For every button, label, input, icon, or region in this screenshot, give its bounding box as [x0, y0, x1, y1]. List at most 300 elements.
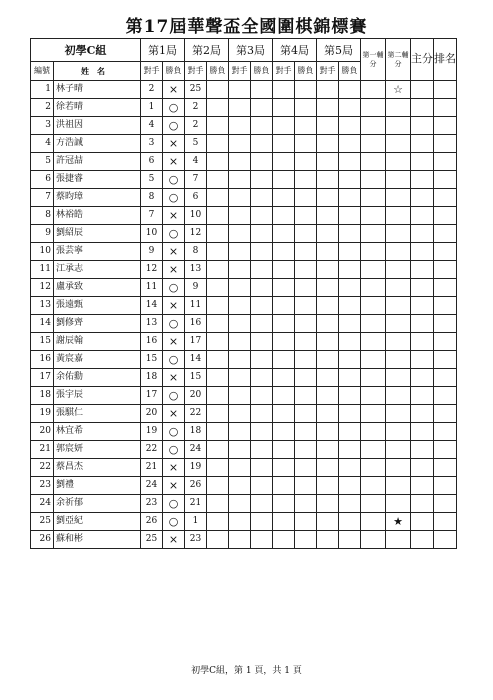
header-row-rounds — [31, 39, 457, 62]
round-2-opponent: 8 — [185, 243, 207, 261]
rank-cell — [434, 99, 457, 117]
tiebreak-2-cell — [386, 333, 411, 351]
round-2-opponent: 7 — [185, 171, 207, 189]
round-4-opponent — [273, 441, 295, 459]
total-score-cell — [411, 423, 434, 441]
round-4-opponent — [273, 225, 295, 243]
table-row — [31, 315, 457, 333]
round-1-result: × — [163, 297, 185, 315]
round-2-opponent: 25 — [185, 81, 207, 99]
tiebreak-1-cell — [361, 135, 386, 153]
round-3-result — [251, 261, 273, 279]
tiebreak-1-cell — [361, 117, 386, 135]
round-4-result — [295, 351, 317, 369]
round-5-result — [339, 477, 361, 495]
player-number: 24 — [31, 495, 54, 513]
round-2-result — [207, 261, 229, 279]
tiebreak-1-cell — [361, 423, 386, 441]
tiebreak-1-cell — [361, 387, 386, 405]
round-3-opponent — [229, 261, 251, 279]
table-row — [31, 423, 457, 441]
round-1-result: × — [163, 243, 185, 261]
round-1-opponent: 20 — [141, 405, 163, 423]
round-5-result — [339, 81, 361, 99]
round-1-result: ○ — [163, 171, 185, 189]
round-3-opponent — [229, 495, 251, 513]
player-number: 14 — [31, 315, 54, 333]
round-1-result: ○ — [163, 279, 185, 297]
player-number: 20 — [31, 423, 54, 441]
table-row — [31, 135, 457, 153]
tiebreak-1-cell — [361, 99, 386, 117]
round-2-result — [207, 81, 229, 99]
round-3-result — [251, 423, 273, 441]
round-5-opponent — [317, 441, 339, 459]
total-score-cell — [411, 297, 434, 315]
tiebreak-2-cell — [386, 135, 411, 153]
page-title: 第17屆華聲盃全國圍棋錦標賽 — [125, 17, 368, 37]
player-name: 張騏仁 — [54, 405, 141, 423]
round-2-opponent: 2 — [185, 117, 207, 135]
round-1-opponent: 25 — [141, 531, 163, 549]
round-1-result: ○ — [163, 315, 185, 333]
round-4-result — [295, 81, 317, 99]
round-1-opponent: 24 — [141, 477, 163, 495]
round-4-opponent — [273, 81, 295, 99]
tiebreak-1-cell — [361, 441, 386, 459]
round-4-result — [295, 423, 317, 441]
tiebreak-2-cell — [386, 387, 411, 405]
table-row — [31, 495, 457, 513]
player-name: 郭宸妍 — [54, 441, 141, 459]
round-4-result — [295, 441, 317, 459]
round-4-result — [295, 297, 317, 315]
result-header: 勝負 — [295, 62, 317, 81]
total-score-cell — [411, 369, 434, 387]
total-score-cell — [411, 405, 434, 423]
player-number: 13 — [31, 297, 54, 315]
round-1-result: ○ — [163, 189, 185, 207]
round-1-opponent: 21 — [141, 459, 163, 477]
round-3-opponent — [229, 153, 251, 171]
round-2-result — [207, 243, 229, 261]
round-2-opponent: 15 — [185, 369, 207, 387]
round-3-result — [251, 207, 273, 225]
round-3-result — [251, 387, 273, 405]
player-number: 18 — [31, 387, 54, 405]
round-4-result — [295, 117, 317, 135]
round-3-opponent — [229, 423, 251, 441]
tiebreak-1-cell — [361, 315, 386, 333]
round-3-opponent — [229, 405, 251, 423]
opponent-header: 對手 — [141, 62, 163, 81]
total-score-cell — [411, 81, 434, 99]
player-name: 徐若晴 — [54, 99, 141, 117]
round-1-opponent: 8 — [141, 189, 163, 207]
round-3-opponent — [229, 351, 251, 369]
round-5-opponent — [317, 351, 339, 369]
round-5-opponent — [317, 153, 339, 171]
round-3-result — [251, 333, 273, 351]
table-row — [31, 441, 457, 459]
round-4-opponent — [273, 189, 295, 207]
round-3-opponent — [229, 207, 251, 225]
total-score-cell — [411, 531, 434, 549]
round-5-opponent — [317, 531, 339, 549]
round-4-opponent — [273, 261, 295, 279]
tiebreak-2-cell — [386, 351, 411, 369]
player-number: 7 — [31, 189, 54, 207]
tiebreak-2-cell — [386, 171, 411, 189]
round-1-result: × — [163, 333, 185, 351]
tiebreak-1-cell — [361, 189, 386, 207]
round-5-opponent — [317, 315, 339, 333]
round-3-opponent — [229, 315, 251, 333]
table-row — [31, 81, 457, 99]
tiebreak-2-cell: ★ — [386, 513, 411, 531]
round-3-header: 第3局 — [229, 39, 273, 62]
player-number: 3 — [31, 117, 54, 135]
round-2-opponent: 26 — [185, 477, 207, 495]
tiebreak-2-cell — [386, 495, 411, 513]
rank-cell — [434, 207, 457, 225]
result-header: 勝負 — [251, 62, 273, 81]
round-3-opponent — [229, 117, 251, 135]
tiebreak-2-cell — [386, 279, 411, 297]
tiebreak-1-cell — [361, 405, 386, 423]
total-score-cell — [411, 387, 434, 405]
tiebreak-2-cell — [386, 405, 411, 423]
round-3-result — [251, 459, 273, 477]
round-1-opponent: 5 — [141, 171, 163, 189]
round-2-opponent: 10 — [185, 207, 207, 225]
total-score-cell — [411, 333, 434, 351]
round-2-result — [207, 189, 229, 207]
round-1-opponent: 10 — [141, 225, 163, 243]
tiebreak-1-header: 第一輔分 — [361, 39, 386, 81]
result-header: 勝負 — [163, 62, 185, 81]
player-name: 蘇和彬 — [54, 531, 141, 549]
round-4-opponent — [273, 513, 295, 531]
round-2-opponent: 19 — [185, 459, 207, 477]
total-score-cell — [411, 135, 434, 153]
tiebreak-1-cell — [361, 225, 386, 243]
rank-cell — [434, 279, 457, 297]
round-5-opponent — [317, 81, 339, 99]
round-3-result — [251, 153, 273, 171]
tiebreak-2-cell — [386, 189, 411, 207]
round-2-result — [207, 117, 229, 135]
rank-header: 排名 — [434, 39, 457, 81]
player-name: 江承志 — [54, 261, 141, 279]
round-5-result — [339, 531, 361, 549]
round-3-opponent — [229, 333, 251, 351]
round-2-result — [207, 171, 229, 189]
round-4-result — [295, 315, 317, 333]
round-2-result — [207, 297, 229, 315]
round-1-result: × — [163, 405, 185, 423]
table-row — [31, 459, 457, 477]
round-3-result — [251, 315, 273, 333]
rank-cell — [434, 423, 457, 441]
round-2-result — [207, 423, 229, 441]
round-1-opponent: 26 — [141, 513, 163, 531]
table-row — [31, 297, 457, 315]
round-1-result: ○ — [163, 513, 185, 531]
table-row — [31, 333, 457, 351]
player-number: 15 — [31, 333, 54, 351]
round-3-opponent — [229, 441, 251, 459]
player-number: 22 — [31, 459, 54, 477]
round-3-result — [251, 279, 273, 297]
round-5-result — [339, 279, 361, 297]
round-5-result — [339, 261, 361, 279]
player-name: 林子晴 — [54, 81, 141, 99]
rank-cell — [434, 135, 457, 153]
round-2-result — [207, 405, 229, 423]
tiebreak-1-cell — [361, 351, 386, 369]
table-row — [31, 387, 457, 405]
round-4-result — [295, 369, 317, 387]
round-5-opponent — [317, 477, 339, 495]
tiebreak-1-cell — [361, 477, 386, 495]
round-2-result — [207, 207, 229, 225]
round-1-result: ○ — [163, 351, 185, 369]
table-row — [31, 279, 457, 297]
opponent-header: 對手 — [317, 62, 339, 81]
round-5-result — [339, 405, 361, 423]
player-name: 張遠甄 — [54, 297, 141, 315]
round-4-opponent — [273, 351, 295, 369]
round-3-result — [251, 441, 273, 459]
tiebreak-1-cell — [361, 261, 386, 279]
round-3-opponent — [229, 243, 251, 261]
round-4-result — [295, 513, 317, 531]
round-3-opponent — [229, 225, 251, 243]
round-5-result — [339, 135, 361, 153]
round-3-result — [251, 189, 273, 207]
round-2-opponent: 20 — [185, 387, 207, 405]
round-4-result — [295, 189, 317, 207]
round-4-result — [295, 153, 317, 171]
round-2-result — [207, 387, 229, 405]
rank-cell — [434, 243, 457, 261]
round-4-opponent — [273, 495, 295, 513]
total-score-cell — [411, 351, 434, 369]
table-row — [31, 207, 457, 225]
tiebreak-1-cell — [361, 81, 386, 99]
round-1-result: × — [163, 261, 185, 279]
table-row — [31, 369, 457, 387]
player-name: 方浩誠 — [54, 135, 141, 153]
round-4-result — [295, 279, 317, 297]
tiebreak-1-cell — [361, 297, 386, 315]
round-2-result — [207, 495, 229, 513]
round-5-result — [339, 243, 361, 261]
round-4-opponent — [273, 135, 295, 153]
table-row — [31, 405, 457, 423]
round-3-opponent — [229, 171, 251, 189]
tiebreak-2-cell — [386, 261, 411, 279]
group-name: 初學C組 — [31, 39, 141, 62]
round-1-result: ○ — [163, 387, 185, 405]
table-row — [31, 351, 457, 369]
round-2-opponent: 1 — [185, 513, 207, 531]
round-3-result — [251, 369, 273, 387]
round-3-result — [251, 225, 273, 243]
rank-cell — [434, 81, 457, 99]
rank-cell — [434, 153, 457, 171]
tiebreak-1-cell — [361, 333, 386, 351]
round-1-opponent: 4 — [141, 117, 163, 135]
round-3-result — [251, 513, 273, 531]
tiebreak-2-cell — [386, 117, 411, 135]
tiebreak-1-cell — [361, 207, 386, 225]
round-3-result — [251, 135, 273, 153]
round-4-opponent — [273, 99, 295, 117]
round-3-opponent — [229, 477, 251, 495]
page-footer: 初學C組，第 1 頁，共 1 頁 — [191, 666, 302, 676]
round-1-opponent: 18 — [141, 369, 163, 387]
round-5-result — [339, 513, 361, 531]
round-5-result — [339, 117, 361, 135]
round-1-opponent: 11 — [141, 279, 163, 297]
round-1-opponent: 12 — [141, 261, 163, 279]
tiebreak-2-cell — [386, 315, 411, 333]
tiebreak-2-cell: ☆ — [386, 81, 411, 99]
total-score-cell — [411, 117, 434, 135]
tiebreak-1-cell — [361, 171, 386, 189]
round-5-result — [339, 225, 361, 243]
player-name: 蔡昀璋 — [54, 189, 141, 207]
tiebreak-2-cell — [386, 441, 411, 459]
round-1-opponent: 14 — [141, 297, 163, 315]
round-4-result — [295, 243, 317, 261]
rank-cell — [434, 261, 457, 279]
total-score-cell — [411, 171, 434, 189]
player-number: 2 — [31, 99, 54, 117]
round-2-result — [207, 459, 229, 477]
player-name: 張芸寧 — [54, 243, 141, 261]
round-4-opponent — [273, 117, 295, 135]
table-row — [31, 225, 457, 243]
round-4-opponent — [273, 279, 295, 297]
round-5-opponent — [317, 117, 339, 135]
total-score-header: 主分 — [411, 39, 434, 81]
total-score-cell — [411, 315, 434, 333]
round-2-opponent: 21 — [185, 495, 207, 513]
rank-cell — [434, 189, 457, 207]
round-5-result — [339, 189, 361, 207]
rank-cell — [434, 297, 457, 315]
round-3-result — [251, 405, 273, 423]
round-5-opponent — [317, 333, 339, 351]
round-2-opponent: 6 — [185, 189, 207, 207]
round-1-opponent: 22 — [141, 441, 163, 459]
rank-cell — [434, 225, 457, 243]
round-2-opponent: 17 — [185, 333, 207, 351]
total-score-cell — [411, 261, 434, 279]
tiebreak-1-cell — [361, 459, 386, 477]
table-row — [31, 189, 457, 207]
round-2-opponent: 2 — [185, 99, 207, 117]
round-3-result — [251, 495, 273, 513]
table-row — [31, 117, 457, 135]
round-1-opponent: 19 — [141, 423, 163, 441]
tiebreak-1-cell — [361, 513, 386, 531]
round-2-header: 第2局 — [185, 39, 229, 62]
player-number: 16 — [31, 351, 54, 369]
round-5-result — [339, 333, 361, 351]
round-2-result — [207, 477, 229, 495]
round-4-opponent — [273, 171, 295, 189]
player-number: 11 — [31, 261, 54, 279]
round-2-opponent: 9 — [185, 279, 207, 297]
tiebreak-2-cell — [386, 531, 411, 549]
round-4-opponent — [273, 153, 295, 171]
player-number: 6 — [31, 171, 54, 189]
round-3-result — [251, 99, 273, 117]
round-4-opponent — [273, 477, 295, 495]
round-1-opponent: 6 — [141, 153, 163, 171]
player-name: 劉紹辰 — [54, 225, 141, 243]
total-score-cell — [411, 441, 434, 459]
round-3-opponent — [229, 531, 251, 549]
round-4-opponent — [273, 405, 295, 423]
round-4-opponent — [273, 207, 295, 225]
tiebreak-1-cell — [361, 279, 386, 297]
round-5-opponent — [317, 243, 339, 261]
round-3-opponent — [229, 279, 251, 297]
rank-cell — [434, 405, 457, 423]
round-3-result — [251, 477, 273, 495]
round-4-result — [295, 135, 317, 153]
table-row — [31, 243, 457, 261]
round-3-opponent — [229, 513, 251, 531]
round-1-opponent: 16 — [141, 333, 163, 351]
total-score-cell — [411, 513, 434, 531]
round-4-result — [295, 171, 317, 189]
round-5-opponent — [317, 207, 339, 225]
round-1-result: × — [163, 207, 185, 225]
player-name: 許冠喆 — [54, 153, 141, 171]
round-2-result — [207, 369, 229, 387]
round-5-result — [339, 369, 361, 387]
opponent-header: 對手 — [185, 62, 207, 81]
rank-cell — [434, 441, 457, 459]
round-5-opponent — [317, 495, 339, 513]
round-3-opponent — [229, 189, 251, 207]
total-score-cell — [411, 459, 434, 477]
player-number: 5 — [31, 153, 54, 171]
round-2-result — [207, 441, 229, 459]
standings-table — [30, 38, 457, 549]
round-1-result: × — [163, 153, 185, 171]
table-row — [31, 153, 457, 171]
round-1-result: ○ — [163, 495, 185, 513]
round-1-opponent: 15 — [141, 351, 163, 369]
player-number: 1 — [31, 81, 54, 99]
rank-cell — [434, 459, 457, 477]
round-3-result — [251, 351, 273, 369]
round-1-opponent: 13 — [141, 315, 163, 333]
round-1-result: ○ — [163, 225, 185, 243]
opponent-header: 對手 — [229, 62, 251, 81]
total-score-cell — [411, 153, 434, 171]
tiebreak-2-cell — [386, 459, 411, 477]
round-2-result — [207, 225, 229, 243]
player-number: 8 — [31, 207, 54, 225]
